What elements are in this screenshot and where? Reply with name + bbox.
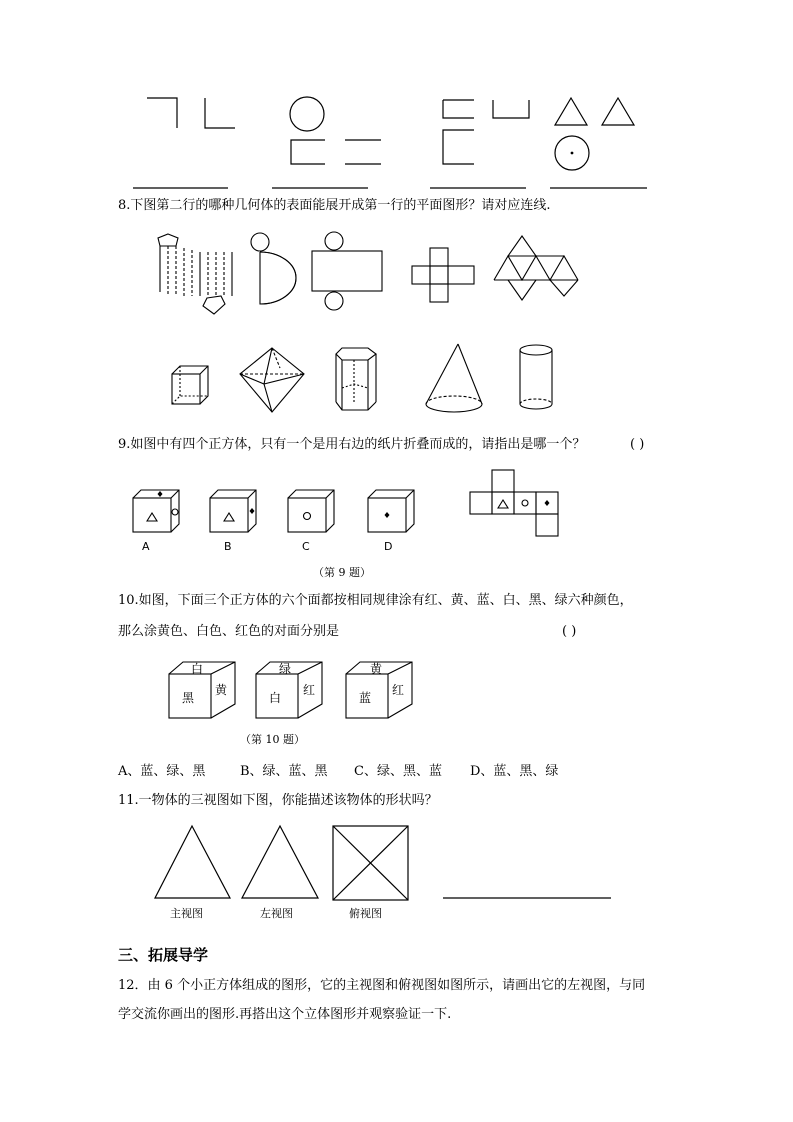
q9-cubes-figure [128, 468, 568, 558]
q12-line2: 学交流你画出的图形.再搭出这个立体图形并观察验证一下. [118, 1007, 452, 1022]
cube1-top-color: 白 [191, 662, 204, 676]
cube1-front-color: 黑 [182, 691, 195, 705]
q11-text: 11.一物体的三视图如下图，你能描述该物体的形状吗？ [118, 793, 438, 808]
q9-label-c: C [302, 540, 310, 553]
left-view-label: 左视图 [260, 907, 293, 920]
cube2-top-color: 绿 [279, 662, 292, 676]
q8-nets-figure [150, 228, 580, 320]
q10-option-b: B、绿、蓝、黑 [240, 764, 328, 779]
cube1-side-color: 黄 [215, 683, 228, 697]
q8-text: 8.下图第二行的哪种几何体的表面能展开成第一行的平面图形？请对应连线. [118, 198, 551, 213]
q10-line1: 10.如图，下面三个正方体的六个面都按相同规律涂有红、黄、蓝、白、黑、绿六种颜色， [118, 593, 633, 608]
q9-label-a: A [142, 540, 150, 553]
q9-label-b: B [224, 540, 232, 553]
q10-option-c: C、绿、黑、蓝 [354, 764, 442, 779]
q10-line2: 那么涂黄色、白色、红色的对面分别是 [118, 624, 340, 639]
q11-views-figure [150, 822, 620, 922]
q12-line1: 12．由 6 个小正方体组成的图形，它的主视图和俯视图如图所示，请画出它的左视图，与同 [118, 978, 646, 993]
q9-text: 9.如图中有四个正方体，只有一个是用右边的纸片折叠而成的，请指出是哪一个？ [118, 437, 586, 452]
q9-caption: （第 9 题） [313, 566, 371, 579]
front-view-label: 主视图 [170, 907, 203, 920]
q10-option-a: A、蓝、绿、黑 [118, 764, 206, 779]
cube2-side-color: 红 [303, 683, 316, 697]
cube2-front-color: 白 [269, 691, 282, 705]
top-view-label: 俯视图 [349, 907, 382, 920]
cube3-top-color: 黄 [370, 662, 383, 676]
q10-cubes-figure [165, 658, 425, 722]
q9-label-d: D [384, 540, 393, 553]
q7-views-figure [125, 90, 665, 195]
section-3-heading: 三、拓展导学 [118, 946, 209, 964]
q10-caption: （第 10 题） [240, 733, 305, 746]
cube3-side-color: 红 [392, 683, 405, 697]
q8-solids-figure [160, 340, 560, 415]
q10-option-d: D、蓝、黑、绿 [470, 764, 559, 779]
q10-answer-paren: ( ) [562, 624, 577, 639]
q9-answer-paren: ( ) [630, 437, 645, 452]
cube3-front-color: 蓝 [359, 691, 372, 705]
